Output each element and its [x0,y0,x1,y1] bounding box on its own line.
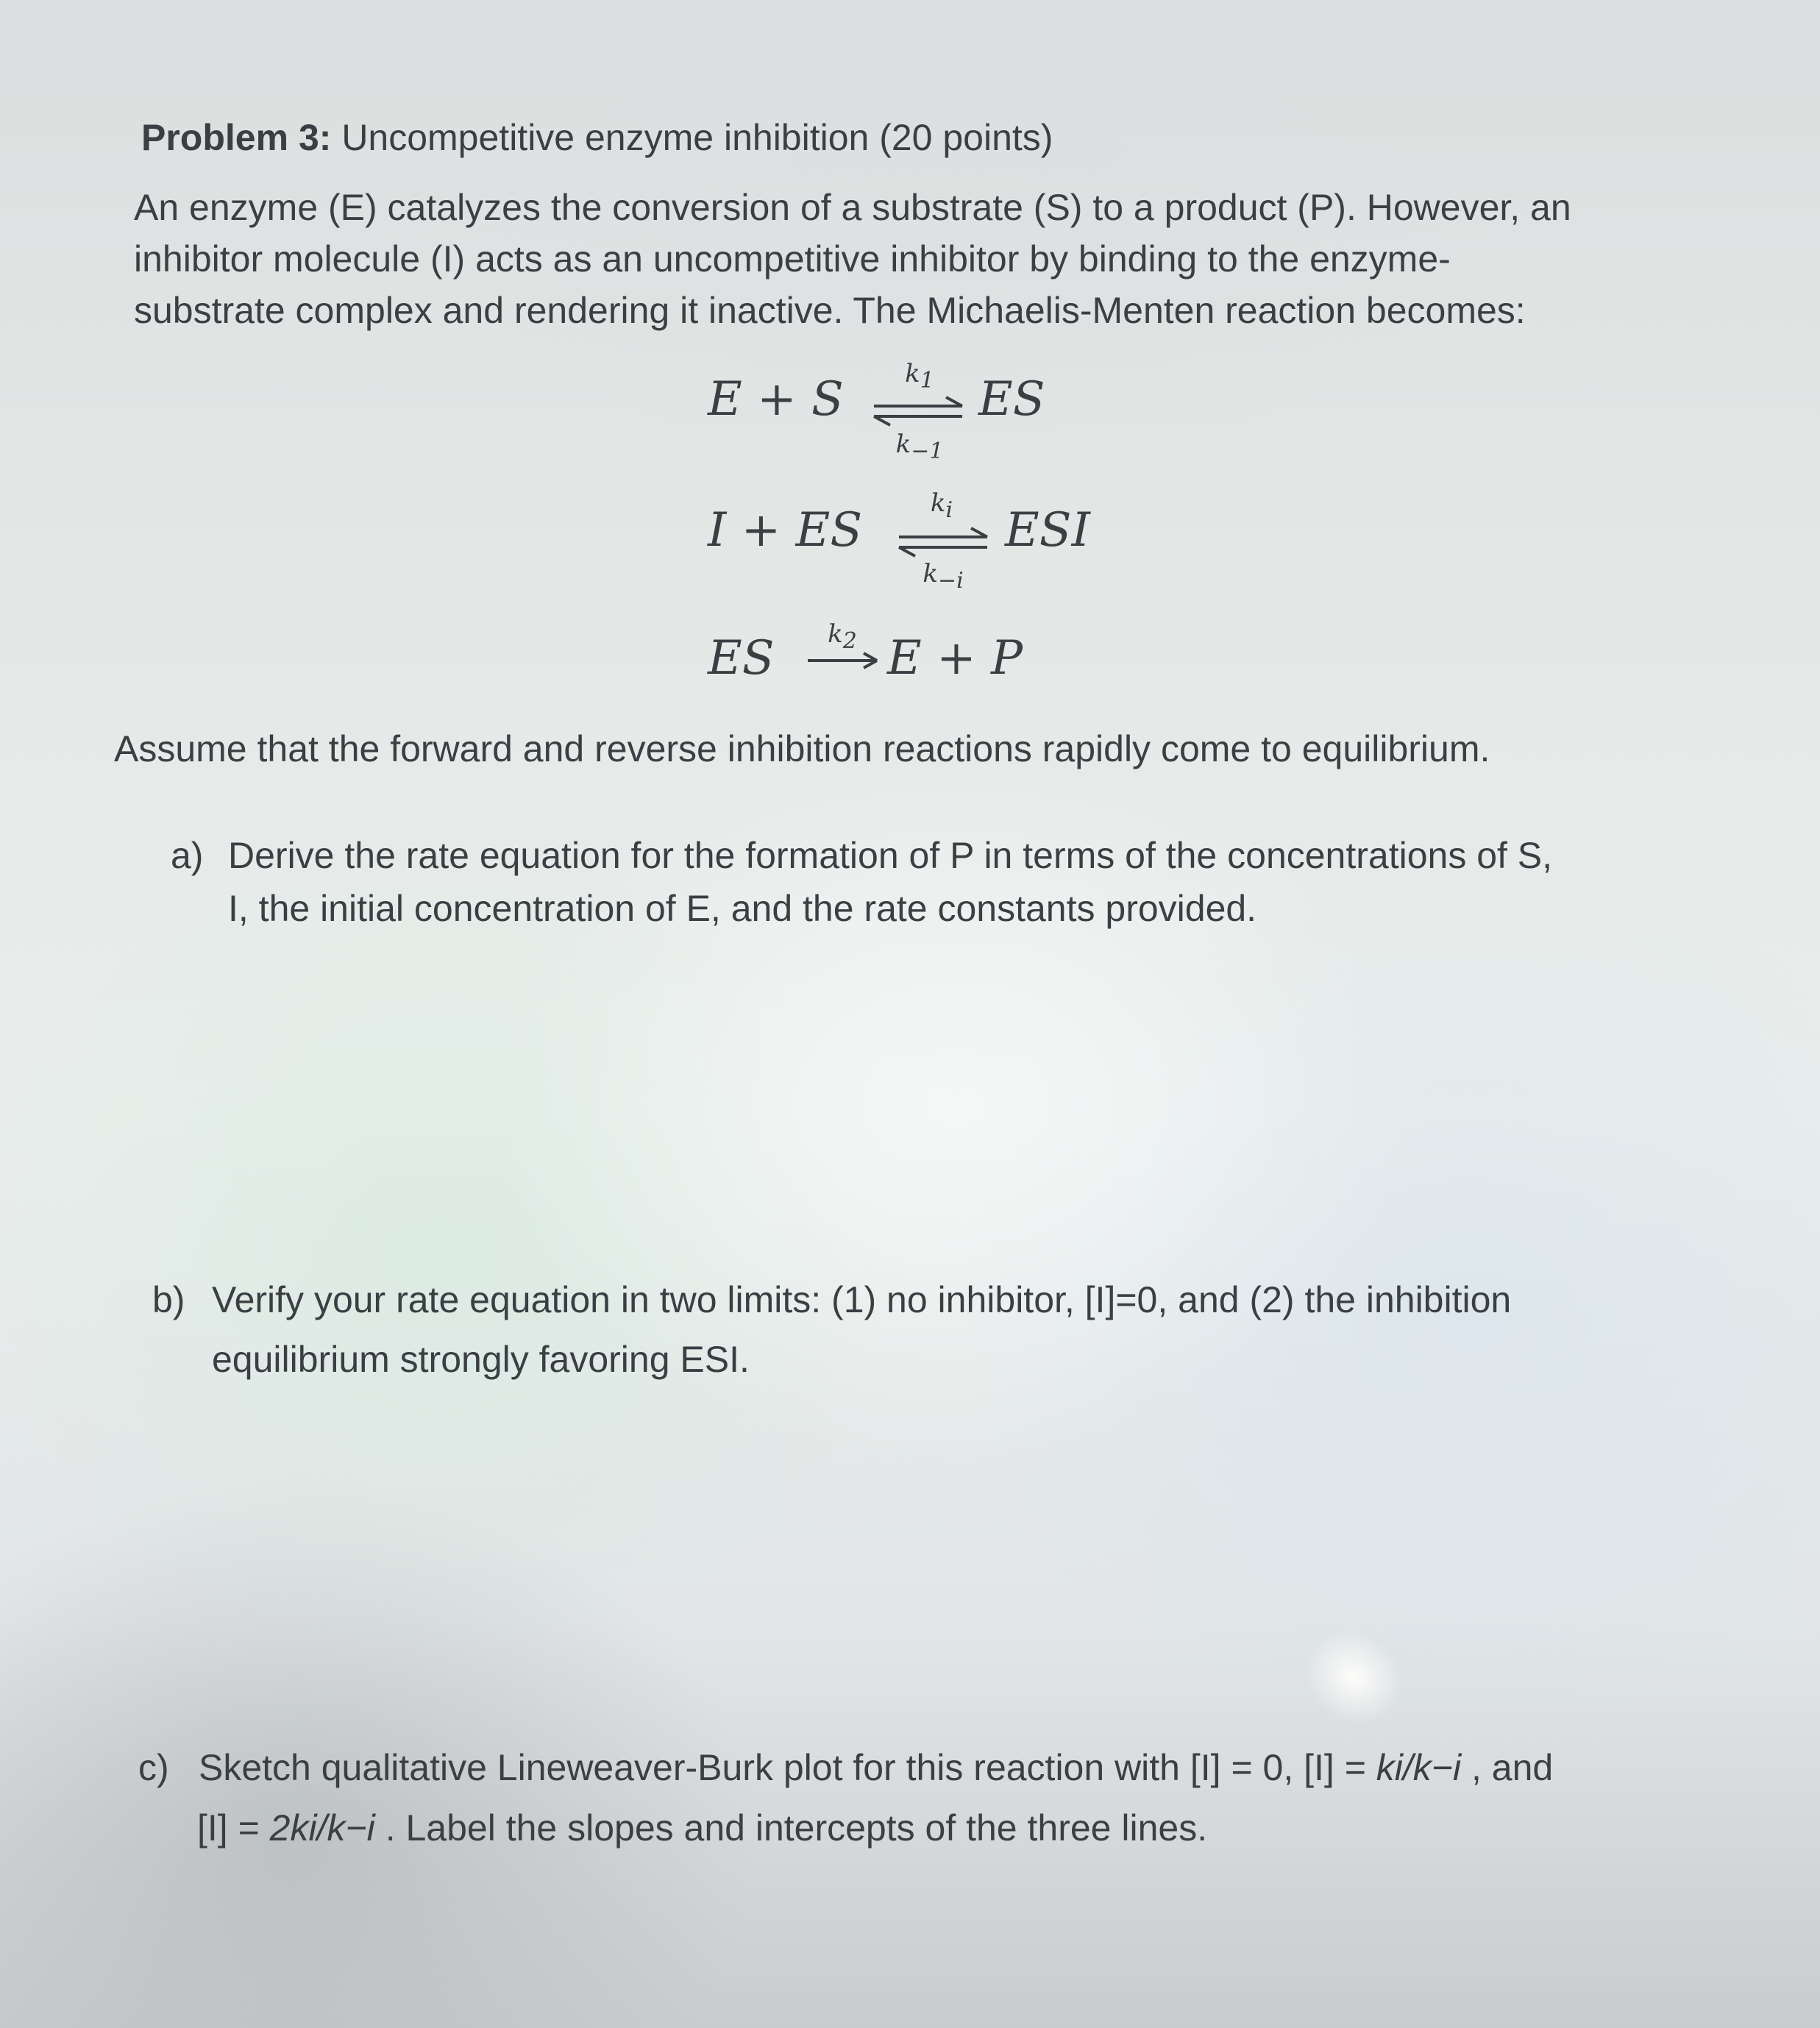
part-c-line-1-end: , and [1471,1747,1554,1788]
problem-heading [141,112,1053,163]
reaction-3-rate: k2 [828,619,857,654]
part-c-marker: c) [138,1747,169,1788]
reaction-1-reactants: E + S [708,372,844,427]
part-c-line-2 [197,1802,1207,1854]
problem-title: Uncompetitive enzyme inhibition (20 points) [341,117,1053,158]
intro-line-1: An enzyme (E) catalyzes the conversion of a substrate (S) to a product (P). However, an [134,187,1571,228]
equilibrium-arrow-2 [899,527,991,556]
part-c-line-2-start: [I] = [197,1807,270,1849]
intro-line-3: substrate complex and rendering it inactive. The Michaelis-Menten reaction becomes: [134,290,1526,331]
part-b-line-2: equilibrium strongly favoring ESI. [212,1339,750,1380]
reaction-2-reverse-rate: k−i [923,559,964,594]
part-c-line-1 [199,1742,1553,1793]
part-c-ratio-1: ki/k−i [1376,1747,1462,1788]
part-b-marker: b) [152,1279,185,1320]
equilibrium-arrow-1 [874,396,966,425]
part-c-line-1-text: Sketch qualitative Lineweaver-Burk plot for this reaction with [I] = 0, [I] = [199,1747,1376,1788]
reaction-2-reactants: I + ES [708,503,863,558]
reaction-1-reverse-rate: k−1 [895,430,944,464]
part-c-ratio-2: 2ki/k−i [269,1807,375,1849]
reaction-2-forward-rate: ki [930,488,953,523]
reaction-3-reactant: ES [708,631,775,686]
part-a-line-2: I, the initial concentration of E, and the rate constants provided. [228,888,1257,929]
problem-label: Problem 3: [141,117,332,158]
reaction-1-product: ES [978,372,1045,427]
reaction-1-forward-rate: k1 [905,359,934,394]
part-a-marker: a) [171,835,204,876]
photo-glare [1286,1612,1421,1743]
reaction-3-products: E + P [887,631,1023,686]
assumption-text: Assume that the forward and reverse inhibition reactions rapidly come to equilibrium. [114,728,1490,769]
forward-arrow-3 [808,652,881,669]
reaction-2-product: ESI [1005,503,1090,558]
part-b-line-1: Verify your rate equation in two limits: (1) no inhibitor, [I]=0, and (2) the inhibition [212,1279,1512,1320]
part-c-line-2-end: . Label the slopes and intercepts of the three lines. [385,1807,1208,1849]
intro-line-2: inhibitor molecule (I) acts as an uncompetitive inhibitor by binding to the enzyme- [134,238,1451,280]
part-a-line-1: Derive the rate equation for the formation of P in terms of the concentrations of S, [228,835,1553,876]
